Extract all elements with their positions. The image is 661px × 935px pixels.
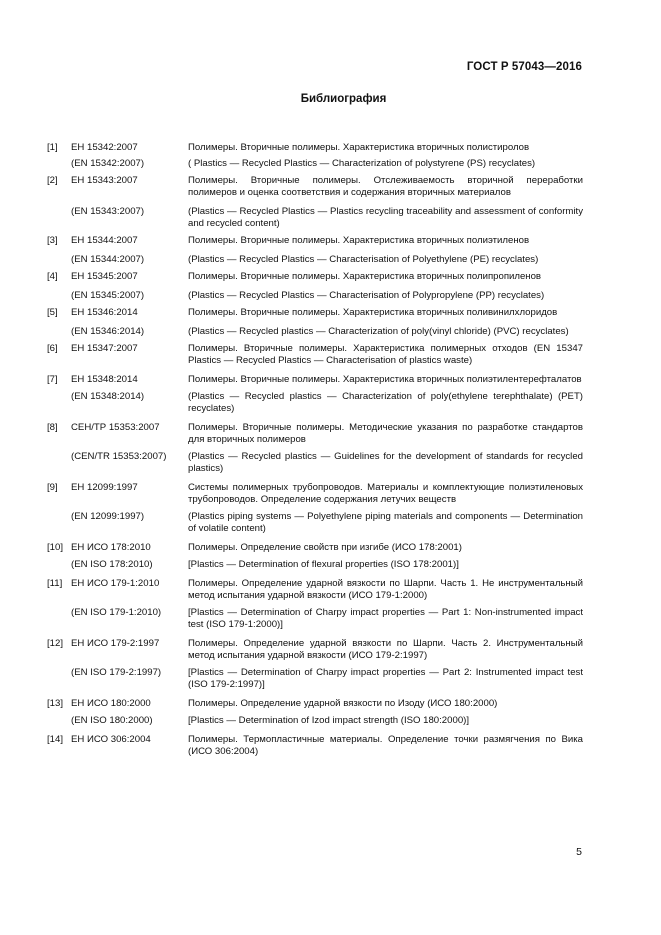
entry-title: Полимеры. Определение ударной вязкости по Шарпи. Часть 2. Инструментальный метод испытания ударной вязкости (ИСО 179-2:1997) (188, 638, 583, 661)
bibliography-entry (47, 578, 583, 602)
bibliography-entry (47, 559, 583, 571)
entry-title: ( Plastics — Recycled Plastics — Characterization of polystyrene (PS) recyclates) (188, 158, 536, 169)
bibliography-entry (47, 271, 583, 283)
entry-title: (Plastics — Recycled Plastics — Characterisation of Polypropylene (PP) recyclates) (188, 290, 545, 301)
entry-title: (Plastics — Recycled plastics — Characterization of poly(ethylene terephthalate) (PET) recyclates) (188, 391, 583, 414)
bibliography-entry (47, 511, 583, 535)
bibliography-entry (47, 254, 583, 266)
entry-title: Полимеры. Вторичные полимеры. Характеристика вторичных полистиролов (188, 142, 530, 153)
entry-title: Полимеры. Термопластичные материалы. Определение точки размягчения по Вика (ИСО 306:2004) (188, 734, 583, 757)
bibliography-entry (47, 326, 583, 338)
entry-title: Полимеры. Вторичные полимеры. Характеристика полимерных отходов (EN 15347 Plastics — Recycled Plastics — Characterisation of plastics waste) (188, 343, 583, 366)
bibliography-entry (47, 482, 583, 506)
entry-number: [3] (47, 235, 58, 246)
entry-standard-code: ЕН ИСО 180:2000 (71, 698, 151, 709)
bibliography-list (47, 137, 583, 758)
entry-standard-code: ЕН 15344:2007 (71, 235, 138, 246)
entry-number: [13] (47, 698, 64, 709)
entry-standard-code: (EN 12099:1997) (71, 511, 145, 522)
entry-title: (Plastics piping systems — Polyethylene piping materials and components — Determination of volatile content) (188, 511, 583, 534)
entry-title: [Plastics — Determination of flexural properties (ISO 178:2001)] (188, 559, 459, 570)
bibliography-entry (47, 667, 583, 691)
entry-standard-code: (EN 15344:2007) (71, 254, 145, 265)
entry-title: [Plastics — Determination of Charpy impact properties — Part 2: Instrumented impact test (ISO 179-2:1997)] (188, 667, 583, 690)
entry-number: [9] (47, 482, 58, 493)
entry-title: Системы полимерных трубопроводов. Материалы и комплектующие полиэтиленовых трубопроводов. Определение содержания летучих веществ (188, 482, 583, 505)
entry-standard-code: ЕН 12099:1997 (71, 482, 138, 493)
bibliography-entry (47, 422, 583, 446)
bibliography-entry (47, 290, 583, 302)
entry-standard-code: ЕН 15343:2007 (71, 175, 138, 186)
entry-standard-code: ЕН ИСО 179-2:1997 (71, 638, 160, 649)
entry-standard-code: (CEN/TR 15353:2007) (71, 451, 167, 462)
entry-standard-code: (EN ISO 179-1:2010) (71, 607, 162, 618)
entry-standard-code: (EN ISO 180:2000) (71, 715, 153, 726)
entry-title: Полимеры. Вторичные полимеры. Характеристика вторичных полипропиленов (188, 271, 542, 282)
entry-title: (Plastics — Recycled Plastics — Characterisation of Polyethylene (PE) recyclates) (188, 254, 539, 265)
entry-standard-code: СЕН/ТР 15353:2007 (71, 422, 160, 433)
entry-standard-code: (EN 15346:2014) (71, 326, 145, 337)
bibliography-entry (47, 142, 583, 154)
bibliography-entry (47, 343, 583, 367)
entry-title: Полимеры. Вторичные полимеры. Характеристика вторичных полиэтилентерефталатов (188, 374, 582, 385)
entry-standard-code: ЕН ИСО 178:2010 (71, 542, 151, 553)
bibliography-entry (47, 607, 583, 631)
entry-title: (Plastics — Recycled Plastics — Plastics recycling traceability and assessment of conformity and recycled content) (188, 206, 583, 229)
entry-standard-code: (EN 15342:2007) (71, 158, 145, 169)
bibliography-entry (47, 638, 583, 662)
entry-number: [2] (47, 175, 58, 186)
entry-title: Полимеры. Определение ударной вязкости по Шарпи. Часть 1. Не инструментальный метод испытания ударной вязкости (ИСО 179-1:2000) (188, 578, 583, 601)
bibliography-entry (47, 391, 583, 415)
entry-standard-code: (EN ISO 179-2:1997) (71, 667, 162, 678)
entry-number: [6] (47, 343, 58, 354)
entry-number: [7] (47, 374, 58, 385)
entry-title: Полимеры. Определение ударной вязкости по Изоду (ИСО 180:2000) (188, 698, 498, 709)
entry-title: (Plastics — Recycled plastics — Guidelines for the development of standards for recycled plastics) (188, 451, 583, 474)
entry-standard-code: ЕН 15346:2014 (71, 307, 138, 318)
standard-designation: ГОСТ Р 57043—2016 (466, 61, 582, 73)
bibliography-entry (47, 698, 583, 710)
bibliography-entry (47, 307, 583, 319)
entry-title: [Plastics — Determination of Charpy impact properties — Part 1: Non-instrumented impact test (ISO 179-1:2000)] (188, 607, 583, 630)
entry-standard-code: ЕН 15342:2007 (71, 142, 138, 153)
entry-standard-code: (EN 15343:2007) (71, 206, 145, 217)
entry-title: (Plastics — Recycled plastics — Characterization of poly(vinyl chloride) (PVC) recyclates) (188, 326, 569, 337)
entry-standard-code: (EN 15345:2007) (71, 290, 145, 301)
entry-number: [12] (47, 638, 64, 649)
entry-standard-code: ЕН 15347:2007 (71, 343, 138, 354)
entry-standard-code: (EN 15348:2014) (71, 391, 145, 402)
entry-standard-code: (EN ISO 178:2010) (71, 559, 153, 570)
entry-number: [5] (47, 307, 58, 318)
bibliography-entry (47, 235, 583, 247)
page-number: 5 (576, 846, 582, 858)
bibliography-entry (47, 715, 583, 727)
bibliography-entry (47, 451, 583, 475)
entry-number: [11] (47, 578, 63, 589)
entry-standard-code: ЕН ИСО 306:2004 (71, 734, 151, 745)
entry-standard-code: ЕН 15348:2014 (71, 374, 138, 385)
entry-number: [10] (47, 542, 64, 553)
entry-number: [8] (47, 422, 58, 433)
bibliography-entry (47, 158, 583, 170)
page-title: Библиография (300, 93, 387, 105)
entry-title: Полимеры. Определение свойств при изгибе (ИСО 178:2001) (188, 542, 462, 553)
entry-standard-code: ЕН ИСО 179-1:2010 (71, 578, 160, 589)
entry-title: [Plastics — Determination of Izod impact strength (ISO 180:2000)] (188, 715, 470, 726)
bibliography-entry (47, 374, 583, 386)
entry-title: Полимеры. Вторичные полимеры. Методические указания по разработке стандартов для вторичных полимеров (188, 422, 583, 445)
bibliography-entry (47, 206, 583, 230)
entry-number: [1] (47, 142, 58, 153)
bibliography-entry (47, 175, 583, 199)
entry-title: Полимеры. Вторичные полимеры. Характеристика вторичных поливинилхлоридов (188, 307, 558, 318)
bibliography-entry (47, 734, 583, 758)
entry-number: [14] (47, 734, 64, 745)
entry-standard-code: ЕН 15345:2007 (71, 271, 138, 282)
entry-title: Полимеры. Вторичные полимеры. Отслеживаемость вторичной переработки полимеров и оценка соответствия и содержания вторичных материалов (188, 175, 583, 198)
entry-number: [4] (47, 271, 58, 282)
bibliography-entry (47, 542, 583, 554)
entry-title: Полимеры. Вторичные полимеры. Характеристика вторичных полиэтиленов (188, 235, 530, 246)
